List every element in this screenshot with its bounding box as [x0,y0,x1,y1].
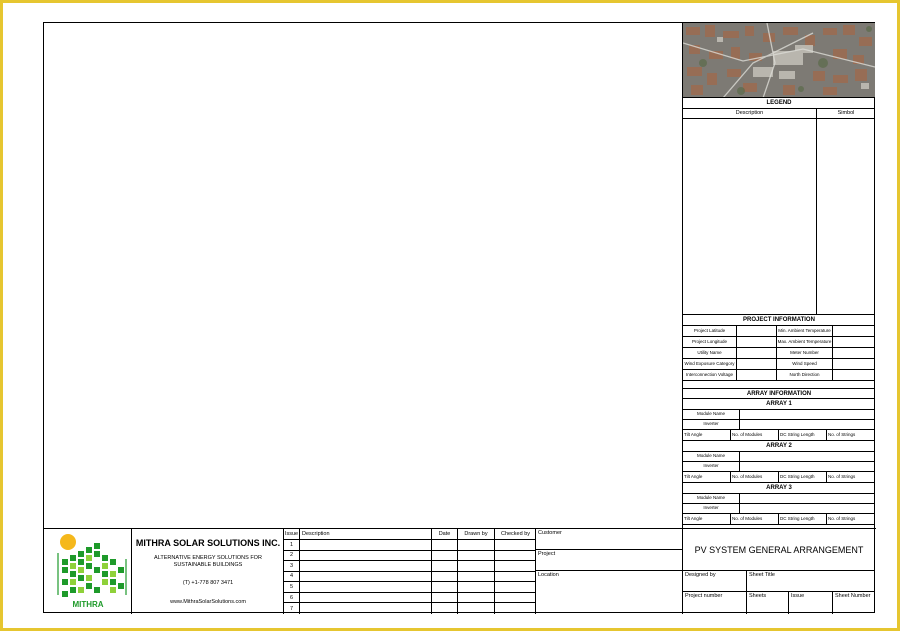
legend-title: LEGEND [683,98,875,109]
project-info-value[interactable] [833,370,875,380]
issue-row [284,551,536,562]
issue-cell[interactable] [432,572,458,582]
array-field-value[interactable] [740,410,875,419]
issue-row [284,603,536,614]
project-info-label: Wind Exposure Category [683,359,737,369]
project-info-title: PROJECT INFORMATION [683,315,875,326]
array-field-label: Module Name [683,452,740,461]
issue-cell[interactable] [432,582,458,592]
issue-cell[interactable] [432,540,458,550]
company-phone: (T) +1-778 807 3471 [182,580,234,586]
legend-symbol-header: Simbol [837,109,855,116]
issue-cell[interactable] [495,561,536,571]
customer-box [536,529,683,614]
issue-cell[interactable] [458,572,495,582]
project-info-label: Max. Ambient Temperature [777,337,833,347]
project-number-label: Project number [685,593,723,599]
drawn-by-header: Drawn by [458,529,495,539]
project-info-value[interactable] [737,370,777,380]
sheet-title-label: Sheet Title [749,572,775,578]
issue-cell[interactable] [300,572,432,582]
logo-wordmark: MITHRA [72,600,104,609]
issue-cell[interactable] [300,603,432,614]
issue-cell[interactable] [458,603,495,614]
issue-cell[interactable] [300,582,432,592]
issue-cell[interactable] [458,540,495,550]
designer-row [683,571,875,592]
company-logo [44,529,132,614]
issue-cell[interactable] [495,593,536,603]
issue-header: Issue [284,531,299,537]
array-title: ARRAY 2 [683,441,875,452]
designed-by-field[interactable] [683,571,747,592]
issue-number: 4 [284,572,300,582]
array-field-label: Inverter [683,462,740,471]
issue-cell[interactable] [432,551,458,561]
array-spec-label: No. of Strings [828,431,856,437]
issue-cell[interactable] [458,561,495,571]
array-title: ARRAY 1 [683,399,875,410]
project-label: Project [538,551,556,557]
right-panel [683,23,875,528]
drawing-sheet [43,22,875,613]
array-field-row [683,420,875,430]
spacer-row [683,381,875,389]
array-spec-label: No. of Modules [731,430,779,440]
project-info-row [683,370,875,381]
project-info-value[interactable] [833,348,875,358]
array-info-title: ARRAY INFORMATION [683,389,875,399]
issue-row [284,561,536,572]
company-info [132,529,284,614]
issue-cell[interactable] [495,540,536,550]
company-tagline [132,555,284,569]
array-field-row [683,452,875,462]
issue-row [284,572,536,583]
project-info-label: Project Longitude [683,337,737,347]
project-number-row [683,592,875,614]
array-spec-label: Tilt Angle [683,514,731,524]
issue-cell[interactable] [495,582,536,592]
location-field[interactable] [536,571,683,614]
array-spec-label: DC String Length [779,472,827,482]
legend-header-row [683,109,875,119]
project-info-label: Utility Name [683,348,737,358]
date-header: Date [432,529,458,539]
issue-label: Issue [791,593,805,599]
array-spec-label: No. of Modules [731,472,779,482]
project-field[interactable] [536,550,683,571]
issue-cell[interactable] [300,561,432,571]
project-info-label: Min. Ambient Temperature [777,326,833,336]
issue-number: 1 [284,540,300,550]
project-info-label: Wind Speed [777,359,833,369]
project-info-label: Interconnection Voltage [683,370,737,380]
issue-cell[interactable] [300,540,432,550]
issue-row [284,593,536,604]
issue-number: 6 [284,593,300,603]
array-spec-row [683,472,875,483]
issue-number: 5 [284,582,300,592]
issue-cell[interactable] [458,593,495,603]
issue-cell[interactable] [495,572,536,582]
project-info-row [683,326,875,337]
company-website[interactable]: www.MithraSolarSolutions.com [170,599,246,605]
issue-row [284,582,536,593]
customer-field[interactable] [536,529,683,550]
project-info-value[interactable] [737,359,777,369]
issue-number: 2 [284,551,300,561]
array-field-value[interactable] [740,452,875,461]
array-field-label: Module Name [683,494,740,503]
array-field-value[interactable] [740,494,875,503]
sheets-field[interactable] [747,592,789,614]
sheets-label: Sheets [749,593,767,599]
issue-row [284,540,536,551]
legend-description-column [683,119,817,314]
issue-cell[interactable] [300,593,432,603]
project-info-row [683,337,875,348]
issue-field[interactable] [789,592,833,614]
issue-cell[interactable] [432,561,458,571]
array-spec-row [683,514,875,525]
array-spec-label: DC String Length [779,430,827,440]
array-spec-label: No. of Strings [828,515,856,521]
project-info-row [683,348,875,359]
array-field-row [683,462,875,472]
customer-label: Customer [538,530,562,536]
array-field-label: Module Name [683,410,740,419]
drawing-area [44,23,683,528]
project-info-value[interactable] [833,326,875,336]
array-title: ARRAY 3 [683,483,875,494]
company-name: MITHRA SOLAR SOLUTIONS INC. [135,538,281,548]
project-info-label: Project Latitude [683,326,737,336]
array-field-row [683,504,875,514]
issue-table [284,529,536,614]
array-spec-label: No. of Strings [828,473,856,479]
issue-table-header [284,529,536,540]
issue-cell[interactable] [300,551,432,561]
designed-by-label: Designed by [685,572,716,578]
array-field-value[interactable] [740,504,875,513]
issue-cell[interactable] [458,551,495,561]
sheet-number-field[interactable] [833,592,875,614]
issue-cell[interactable] [432,603,458,614]
project-info-value[interactable] [737,337,777,347]
array-field-label: Inverter [683,420,740,429]
sheet-title-field[interactable] [747,571,875,592]
project-info-label: North Direction [777,370,833,380]
project-info-value[interactable] [737,348,777,358]
issue-cell[interactable] [432,593,458,603]
array-field-row [683,410,875,420]
location-label: Location [538,572,559,578]
issue-number: 7 [284,603,300,614]
array-spec-label: DC String Length [779,514,827,524]
legend-description-header: Description [683,109,817,118]
array-spec-label: Tilt Angle [683,430,731,440]
sheet-number-label: Sheet Number [835,593,871,599]
array-field-label: Inverter [683,504,740,513]
project-info-row [683,359,875,370]
issue-cell[interactable] [458,582,495,592]
tagline-line-2: SUSTAINABLE BUILDINGS [173,562,243,568]
description-header: Description [300,529,432,539]
project-number-field[interactable] [683,592,747,614]
issue-cell[interactable] [495,603,536,614]
issue-number: 3 [284,561,300,571]
array-field-row [683,494,875,504]
tagline-line-1: ALTERNATIVE ENERGY SOLUTIONS FOR [154,555,262,561]
array-field-value[interactable] [740,420,875,429]
sheet-title-block [683,529,875,614]
project-info-value[interactable] [833,337,875,347]
issue-cell[interactable] [495,551,536,561]
aerial-site-image [683,23,875,98]
project-info-value[interactable] [833,359,875,369]
array-spec-label: No. of Modules [731,514,779,524]
array-spec-label: Tilt Angle [683,472,731,482]
title-block [44,528,876,614]
checked-by-header: Checked by [500,531,531,537]
array-field-value[interactable] [740,462,875,471]
array-spec-row [683,430,875,441]
project-info-label: Meter Number [777,348,833,358]
sheet-title-main: PV SYSTEM GENERAL ARRANGEMENT [683,529,875,571]
project-info-value[interactable] [737,326,777,336]
legend-symbol-column [817,119,875,314]
legend-body [683,119,875,315]
